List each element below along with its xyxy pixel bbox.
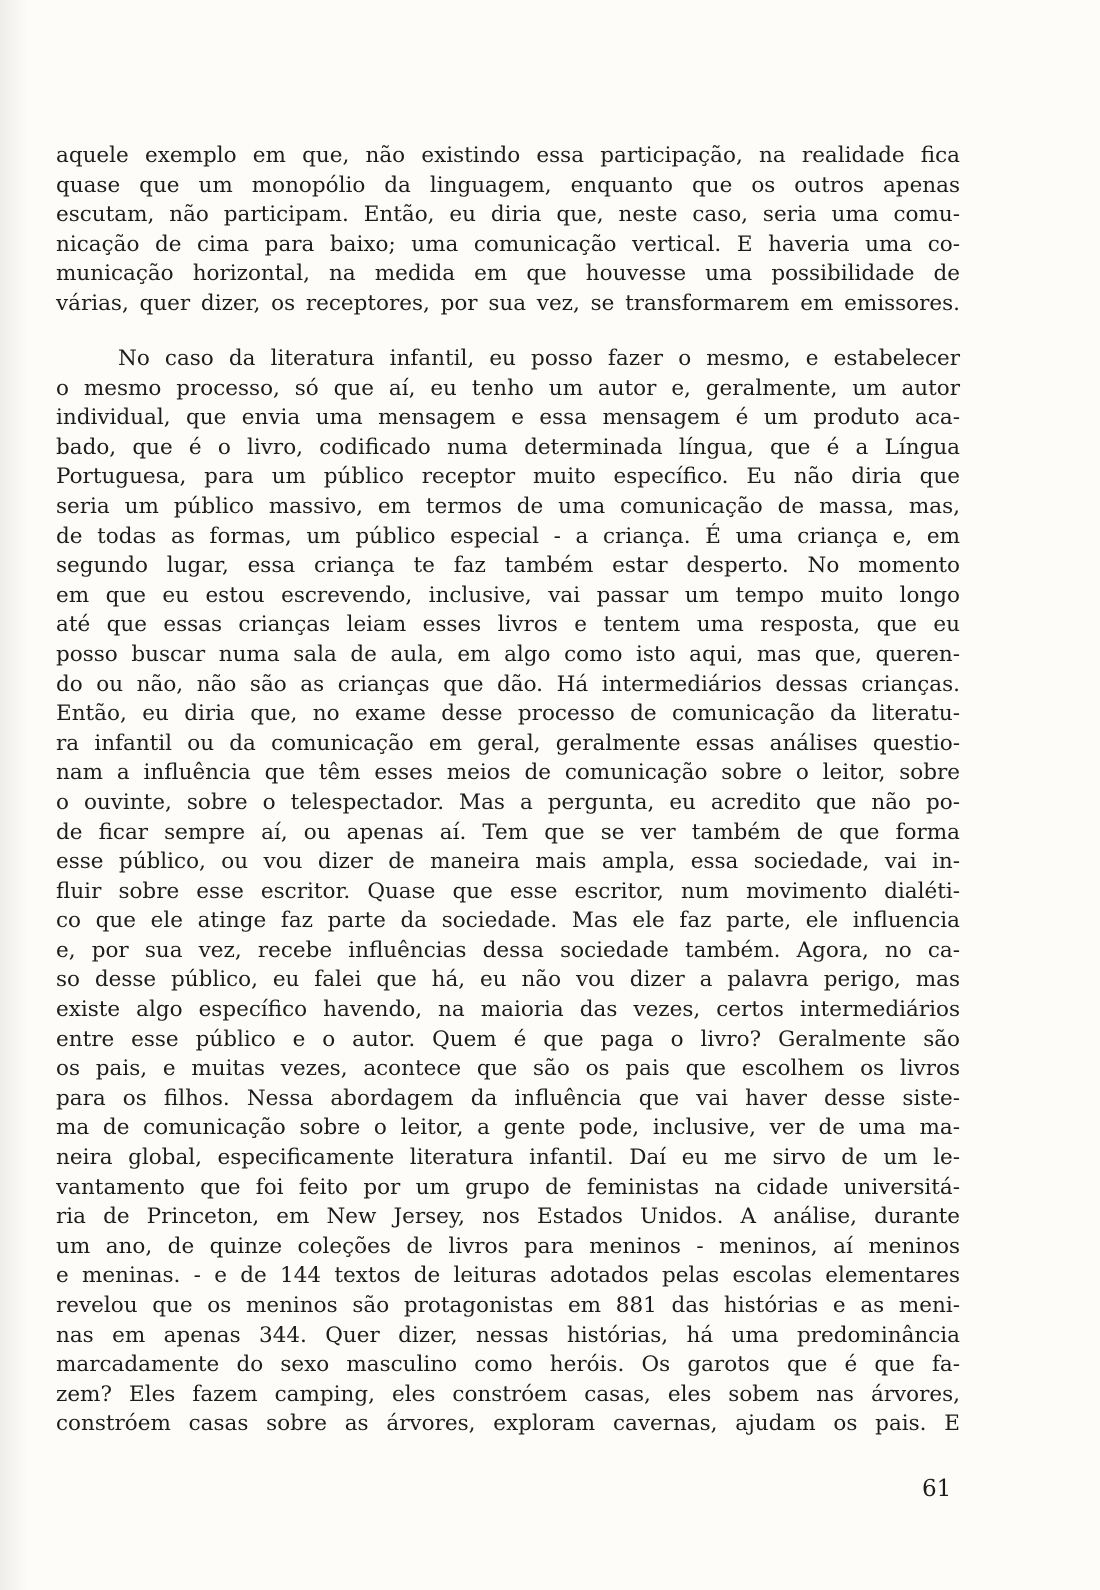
text-line: vantamento que foi feito por um grupo de feministas na cidade universitá- [56,1174,960,1200]
text-line: marcadamente do sexo masculino como heróis. Os garotos que é que fa- [56,1352,960,1378]
text-line: de todas as formas, um público especial - a criança. É uma criança e, em [56,523,960,549]
text-line: Portuguesa, para um público receptor muito específico. Eu não diria que [56,464,960,490]
page-number: 61 [922,1476,952,1502]
text-line: fluir sobre esse escritor. Quase que esse escritor, num movimento dialéti- [56,878,960,904]
text-line: nas em apenas 344. Quer dizer, nessas histórias, há uma predominância [56,1322,960,1348]
text-line: zem? Eles fazem camping, eles constróem casas, eles sobem nas árvores, [56,1381,960,1407]
text-line: várias, quer dizer, os receptores, por sua vez, se transformarem em emissores. [56,290,960,316]
text-line: bado, que é o livro, codificado numa determinada língua, que é a Língua [56,434,960,460]
text-line: escutam, não participam. Então, eu diria que, neste caso, seria uma comu- [56,202,960,228]
text-line: ra infantil ou da comunicação em geral, geralmente essas análises questio- [56,730,960,756]
paragraph-1 [56,141,960,319]
text-line: e meninas. - e de 144 textos de leituras adotados pelas escolas elementares [56,1263,960,1289]
text-line: No caso da literatura infantil, eu posso fazer o mesmo, e estabelecer [118,346,960,371]
text-line: so desse público, eu falei que há, eu não vou dizer a palavra perigo, mas [56,967,960,993]
text-line: neira global, especificamente literatura infantil. Daí eu me sirvo de um le- [56,1145,960,1171]
text-line: nicação de cima para baixo; uma comunicação vertical. E haveria uma co- [56,231,960,257]
text-line: em que eu estou escrevendo, inclusive, vai passar um tempo muito longo [56,582,960,608]
text-line: ma de comunicação sobre o leitor, a gente pode, inclusive, ver de uma ma- [56,1115,960,1141]
text-line: quase que um monopólio da linguagem, enquanto que os outros apenas [56,172,960,198]
text-line: do ou não, não são as crianças que dão. Há intermediários dessas crianças. [56,671,960,697]
text-line: segundo lugar, essa criança te faz também estar desperto. No momento [56,553,960,579]
text-line: um ano, de quinze coleções de livros para meninos - meninos, aí meninos [56,1233,960,1259]
text-line: revelou que os meninos são protagonistas em 881 das histórias e as meni- [56,1293,960,1318]
page-gutter-shadow [0,0,28,1590]
text-line: co que ele atinge faz parte da sociedade. Mas ele faz parte, ele influencia [56,908,960,934]
text-line: Então, eu diria que, no exame desse processo de comunicação da literatu- [56,701,960,727]
text-line: nam a influência que têm esses meios de comunicação sobre o leitor, sobre [56,760,960,786]
text-line: seria um público massivo, em termos de uma comunicação de massa, mas, [56,493,960,519]
text-line: aquele exemplo em que, não existindo essa participação, na realidade fica [56,143,960,168]
text-line: existe algo específico havendo, na maioria das vezes, certos intermediários [56,997,960,1023]
text-line: individual, que envia uma mensagem e essa mensagem é um produto aca- [56,405,960,431]
text-line: entre esse público e o autor. Quem é que paga o livro? Geralmente são [56,1026,960,1052]
text-line: e, por sua vez, recebe influências dessa sociedade também. Agora, no ca- [56,937,960,963]
text-line: constróem casas sobre as árvores, exploram cavernas, ajudam os pais. E [56,1411,960,1437]
text-line: ria de Princeton, em New Jersey, nos Estados Unidos. A análise, durante [56,1204,960,1230]
text-line: de ficar sempre aí, ou apenas aí. Tem que se ver também de que forma [56,819,960,845]
text-line: esse público, ou vou dizer de maneira mais ampla, essa sociedade, vai in- [56,849,960,875]
text-line: municação horizontal, na medida em que houvesse uma possibilidade de [56,261,960,287]
text-line: para os filhos. Nessa abordagem da influência que vai haver desse siste- [56,1085,960,1111]
paragraph-2 [56,344,960,1439]
text-line: o ouvinte, sobre o telespectador. Mas a pergunta, eu acredito que não po- [56,789,960,815]
text-line: até que essas crianças leiam esses livros e tentem uma resposta, que eu [56,612,960,638]
text-line: o mesmo processo, só que aí, eu tenho um autor e, geralmente, um autor [56,375,960,401]
text-line: posso buscar numa sala de aula, em algo como isto aqui, mas que, queren- [56,641,960,667]
text-line: os pais, e muitas vezes, acontece que são os pais que escolhem os livros [56,1056,960,1082]
